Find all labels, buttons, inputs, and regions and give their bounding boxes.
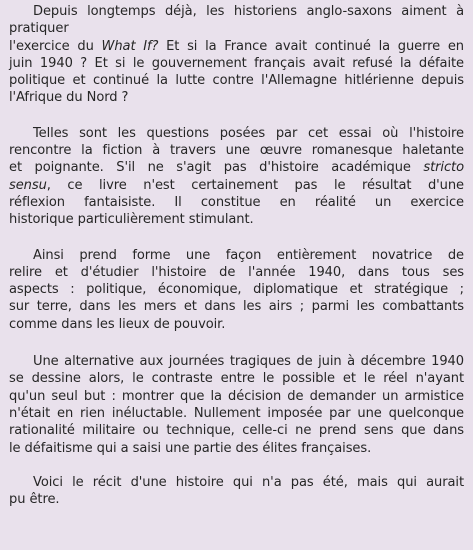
- text-line: Ainsi prend forme une façon entièrement novatrice de: [33, 247, 464, 263]
- text-line: le défaitisme qui a saisi une partie des élites françaises.: [9, 440, 372, 456]
- text-line: rationalité militaire ou technique, celle-ci ne prend sens que dans: [9, 423, 464, 439]
- text-line: sensu, ce livre n'est certainement pas le résultat d'une: [9, 177, 464, 193]
- italic-text: sensu: [9, 177, 47, 193]
- text-line: rencontre la fiction à travers une œuvre romanesque haletante: [9, 143, 464, 159]
- text-line: Une alternative aux journées tragiques de juin à décembre 1940: [33, 354, 464, 370]
- paragraph-5: [9, 474, 464, 509]
- text-line: sur terre, dans les mers et dans les airs ; parmi les combattants: [9, 299, 464, 315]
- italic-text: stricto: [423, 160, 464, 176]
- paragraph-1: [9, 3, 464, 107]
- text-line: qu'un seul but : montrer que la décision de demander un armistice: [9, 388, 464, 404]
- text-line: l'exercice du What If? Et si la France avait continué la guerre en: [9, 38, 464, 54]
- italic-text: What If?: [101, 38, 159, 54]
- text-line: pu être.: [9, 492, 60, 508]
- text-line: politique et continué la lutte contre l'Allemagne hitlérienne depuis: [9, 73, 464, 89]
- text-line: l'Afrique du Nord ?: [9, 90, 129, 106]
- text-line: Telles sont les questions posées par cet essai où l'histoire: [33, 125, 464, 141]
- text-line: relire et d'étudier l'histoire de l'année 1940, dans tous ses: [9, 264, 464, 280]
- paragraph-4: [9, 353, 464, 457]
- text-line: juin 1940 ? Et si le gouvernement français avait refusé la défaite: [9, 55, 464, 71]
- back-cover-text: [9, 3, 464, 525]
- text-line: Depuis longtemps déjà, les historiens anglo-saxons aiment à pratiquer: [9, 4, 464, 37]
- text-line: n'était en rien inéluctable. Nullement imposée par une quelconque: [9, 405, 464, 421]
- text-line: et poignante. S'il ne s'agit pas d'histoire académique stricto: [9, 160, 464, 176]
- text-line: se dessine alors, le contraste entre le possible et le réel n'ayant: [9, 371, 464, 387]
- text-line: comme dans les lieux de pouvoir.: [9, 316, 226, 332]
- text-line: historique particulièrement stimulant.: [9, 212, 254, 228]
- text-line: Voici le récit d'une histoire qui n'a pas été, mais qui aurait: [33, 474, 464, 490]
- paragraph-2: [9, 125, 464, 229]
- text-line: aspects : politique, économique, diplomatique et stratégique ;: [9, 282, 464, 298]
- text-line: réflexion fantaisiste. Il constitue en réalité un exercice: [9, 194, 464, 210]
- paragraph-3: [9, 247, 464, 333]
